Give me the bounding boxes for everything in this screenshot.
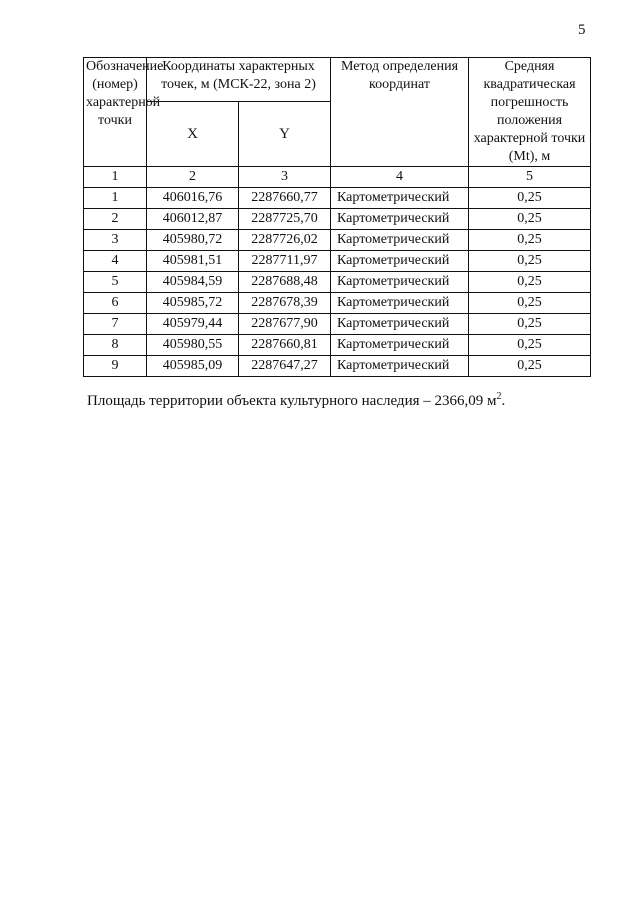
header-y: Y xyxy=(239,102,331,167)
cell-y: 2287711,97 xyxy=(239,251,331,272)
cell-y: 2287726,02 xyxy=(239,230,331,251)
area-text-end: . xyxy=(501,393,506,409)
cell-method: Картометрический xyxy=(331,272,469,293)
cell-x: 405985,72 xyxy=(147,293,239,314)
table-row xyxy=(84,272,591,293)
cell-point: 9 xyxy=(84,356,147,377)
column-number: 4 xyxy=(331,167,469,188)
cell-error: 0,25 xyxy=(469,293,591,314)
cell-y: 2287660,77 xyxy=(239,188,331,209)
cell-point: 2 xyxy=(84,209,147,230)
cell-x: 405981,51 xyxy=(147,251,239,272)
cell-point: 6 xyxy=(84,293,147,314)
table-row xyxy=(84,356,591,377)
table-row xyxy=(84,314,591,335)
cell-y: 2287647,27 xyxy=(239,356,331,377)
table-row xyxy=(84,230,591,251)
table-row xyxy=(84,293,591,314)
header-method: Метод определения координат xyxy=(331,58,469,167)
cell-y: 2287688,48 xyxy=(239,272,331,293)
header-coordinates: Координаты характерных точек, м (МСК-22, зона 2) xyxy=(147,58,331,102)
cell-error: 0,25 xyxy=(469,188,591,209)
column-numbers-row xyxy=(84,167,591,188)
column-number: 3 xyxy=(239,167,331,188)
cell-error: 0,25 xyxy=(469,314,591,335)
cell-point: 7 xyxy=(84,314,147,335)
table-row xyxy=(84,251,591,272)
cell-point: 4 xyxy=(84,251,147,272)
cell-x: 406012,87 xyxy=(147,209,239,230)
table-row xyxy=(84,209,591,230)
cell-x: 405980,55 xyxy=(147,335,239,356)
cell-error: 0,25 xyxy=(469,209,591,230)
cell-error: 0,25 xyxy=(469,272,591,293)
cell-point: 1 xyxy=(84,188,147,209)
cell-method: Картометрический xyxy=(331,209,469,230)
header-point-designation: Обозначение (номер) характерной точки xyxy=(84,58,147,167)
cell-error: 0,25 xyxy=(469,335,591,356)
area-statement xyxy=(87,391,505,410)
cell-point: 3 xyxy=(84,230,147,251)
cell-x: 405980,72 xyxy=(147,230,239,251)
cell-point: 5 xyxy=(84,272,147,293)
cell-method: Картометрический xyxy=(331,293,469,314)
coordinates-table xyxy=(83,57,591,377)
column-number: 5 xyxy=(469,167,591,188)
cell-error: 0,25 xyxy=(469,251,591,272)
table-body xyxy=(84,188,591,377)
cell-error: 0,25 xyxy=(469,356,591,377)
cell-error: 0,25 xyxy=(469,230,591,251)
cell-method: Картометрический xyxy=(331,335,469,356)
cell-method: Картометрический xyxy=(331,314,469,335)
table-row xyxy=(84,335,591,356)
cell-y: 2287678,39 xyxy=(239,293,331,314)
header-error: Средняя квадратическая погрешность положения характерной точки (Mt), м xyxy=(469,58,591,167)
cell-y: 2287660,81 xyxy=(239,335,331,356)
column-number: 2 xyxy=(147,167,239,188)
area-text: Площадь территории объекта культурного наследия – 2366,09 м xyxy=(87,393,497,409)
cell-method: Картометрический xyxy=(331,251,469,272)
area-unit-superscript: 2 xyxy=(496,391,502,402)
header-x: X xyxy=(147,102,239,167)
cell-method: Картометрический xyxy=(331,188,469,209)
cell-x: 405985,09 xyxy=(147,356,239,377)
table-header xyxy=(84,58,591,188)
cell-x: 405984,59 xyxy=(147,272,239,293)
cell-y: 2287725,70 xyxy=(239,209,331,230)
cell-method: Картометрический xyxy=(331,230,469,251)
cell-point: 8 xyxy=(84,335,147,356)
column-number: 1 xyxy=(84,167,147,188)
cell-y: 2287677,90 xyxy=(239,314,331,335)
table-row xyxy=(84,188,591,209)
cell-x: 406016,76 xyxy=(147,188,239,209)
page-number: 5 xyxy=(578,22,586,38)
cell-method: Картометрический xyxy=(331,356,469,377)
cell-x: 405979,44 xyxy=(147,314,239,335)
